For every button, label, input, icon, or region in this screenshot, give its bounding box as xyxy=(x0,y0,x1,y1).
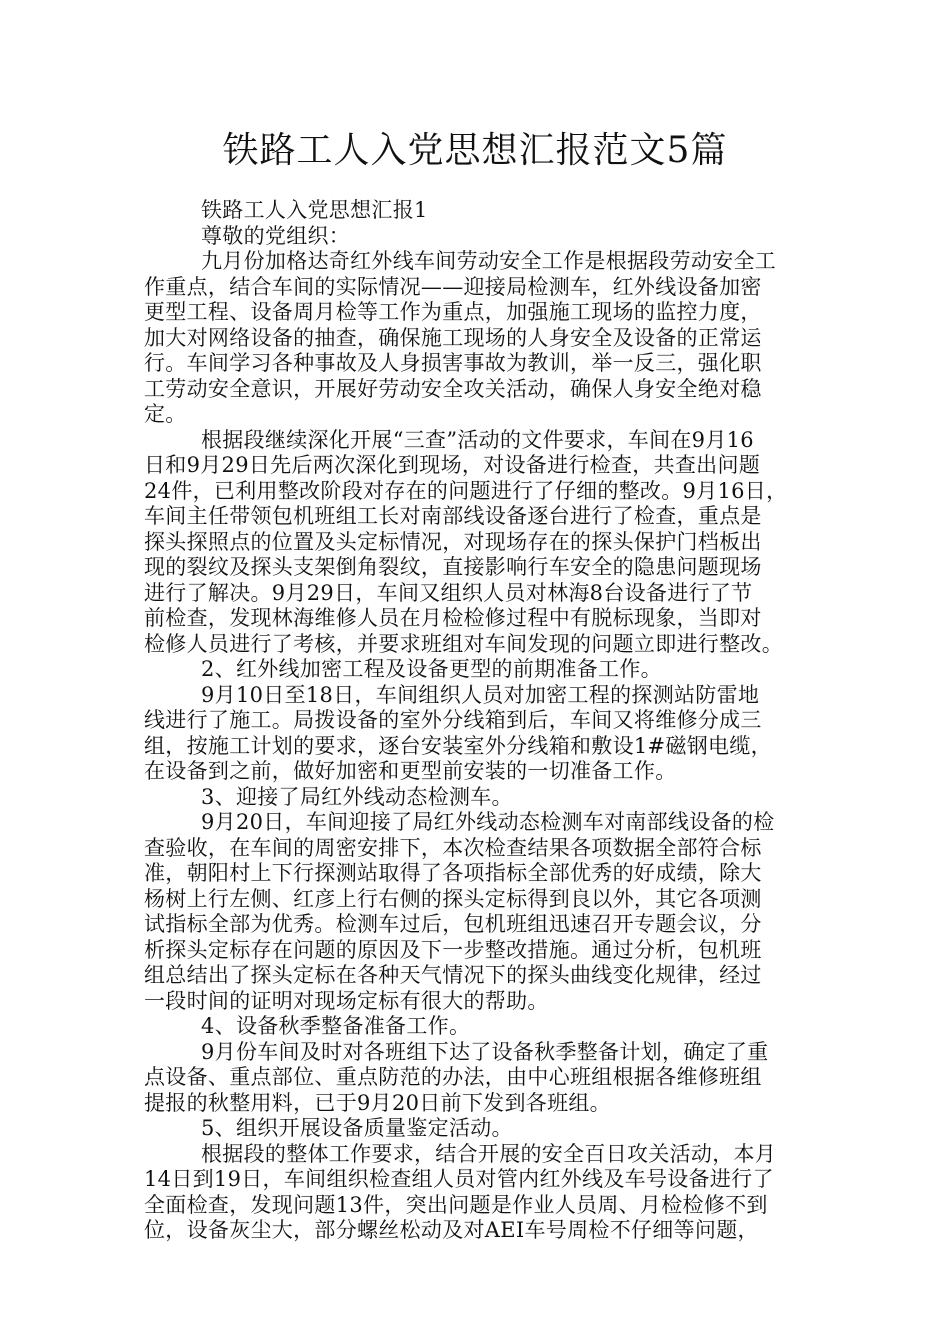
text-line: 前检查，发现林海维修人员在月检检修过程中有脱标现象，当即对 xyxy=(144,606,762,630)
text-line: 3、迎接了局红外线动态检测车。 xyxy=(201,784,513,809)
text-line: 日和9月29日先后两次深化到现场，对设备进行检查，共查出问题 xyxy=(144,453,761,477)
text-line: 提报的秋整用料，已于9月20日前下发到各班组。 xyxy=(144,1090,611,1115)
text-line: 点设备、重点部位、重点防范的办法，由中心班组根据各维修班组 xyxy=(144,1065,762,1089)
text-line: 检修人员进行了考核，并要求班组对车间发现的问题立即进行整改。 xyxy=(144,631,783,656)
text-line: 全面检查，发现问题13件，突出问题是作业人员周、月检检修不到 xyxy=(144,1192,768,1217)
text-line: 析探头定标存在问题的原因及下一步整改措施。通过分析，包机班 xyxy=(144,937,762,962)
text-line: 位，设备灰尘大，部分螺丝松动及对AEI车号周检不仔细等问题， xyxy=(144,1218,759,1242)
text-line: 查验收，在车间的周密安排下，本次检查结果各项数据全部符合标 xyxy=(144,835,762,860)
text-line: 9月20日，车间迎接了局红外线动态检测车对南部线设备的检 xyxy=(201,810,775,834)
text-line: 现的裂纹及探头支架倒角裂纹，直接影响行车安全的隐患问题现场 xyxy=(144,555,762,579)
document-title: 铁路工人入党思想汇报范文5篇 xyxy=(222,130,728,171)
text-line: 加大对网络设备的抽查，确保施工现场的人身安全及设备的正常运 xyxy=(144,325,762,350)
text-line: 24件，已利用整改阶段对存在的问题进行了仔细的整改。9月16日， xyxy=(144,478,788,503)
text-line: 一段时间的证明对现场定标有很大的帮助。 xyxy=(144,988,549,1013)
text-line: 杨树上行左侧、红彦上行右侧的探头定标得到良以外，其它各项测 xyxy=(144,886,762,911)
text-line: 线进行了施工。局拨设备的室外分线箱到后，车间又将维修分成三 xyxy=(144,708,762,732)
text-line: 9月份车间及时对各班组下达了设备秋季整备计划，确定了重 xyxy=(201,1039,769,1064)
text-line: 行。车间学习各种事故及人身损害事故为教训，举一反三，强化职 xyxy=(144,351,762,375)
text-line: 组总结出了探头定标在各种天气情况下的探头曲线变化规律，经过 xyxy=(144,963,762,987)
text-line: 14日到19日，车间组织检查组人员对管内红外线及车号设备进行了 xyxy=(144,1167,774,1191)
document-body xyxy=(144,198,810,1244)
text-line: 5、组织开展设备质量鉴定活动。 xyxy=(201,1116,513,1140)
text-line: 工劳动安全意识，开展好劳动安全攻关活动，确保人身安全绝对稳 xyxy=(144,376,762,401)
text-line: 准，朝阳村上下行探测站取得了各项指标全部优秀的好成绩，除大 xyxy=(144,861,762,885)
text-line: 探头探照点的位置及头定标情况，对现场存在的探头保护门档板出 xyxy=(144,529,762,554)
text-line: 作重点，结合车间的实际情况——迎接局检测车，红外线设备加密 xyxy=(144,274,762,299)
text-line: 9月10日至18日，车间组织人员对加密工程的探测站防雷地 xyxy=(201,682,760,707)
text-line: 车间主任带领包机班组工长对南部线设备逐台进行了检查，重点是 xyxy=(144,504,762,528)
text-line: 组，按施工计划的要求，逐台安装室外分线箱和敷设1#磁钢电缆， xyxy=(144,733,772,758)
text-line: 尊敬的党组织： xyxy=(201,223,351,248)
text-line: 根据段的整体工作要求，结合开展的安全百日攻关活动，本月 xyxy=(201,1141,777,1166)
text-line: 在设备到之前，做好加密和更型前安装的一切准备工作。 xyxy=(144,759,677,783)
text-line: 4、设备秋季整备准备工作。 xyxy=(201,1014,471,1038)
text-line: 铁路工人入党思想汇报1 xyxy=(201,198,428,222)
text-line: 更型工程、设备周月检等工作为重点，加强施工现场的监控力度， xyxy=(144,300,762,324)
text-line: 根据段继续深化开展“三查”活动的文件要求，车间在9月16 xyxy=(201,427,754,452)
text-line: 进行了解决。9月29日，车间又组织人员对林海8台设备进行了节 xyxy=(144,580,753,605)
text-line: 定。 xyxy=(144,402,187,426)
text-line: 九月份加格达奇红外线车间劳动安全工作是根据段劳动安全工 xyxy=(201,249,777,273)
text-line: 2、红外线加密工程及设备更型的前期准备工作。 xyxy=(201,657,662,681)
text-line: 试指标全部为优秀。检测车过后，包机班组迅速召开专题会议，分 xyxy=(144,912,762,936)
